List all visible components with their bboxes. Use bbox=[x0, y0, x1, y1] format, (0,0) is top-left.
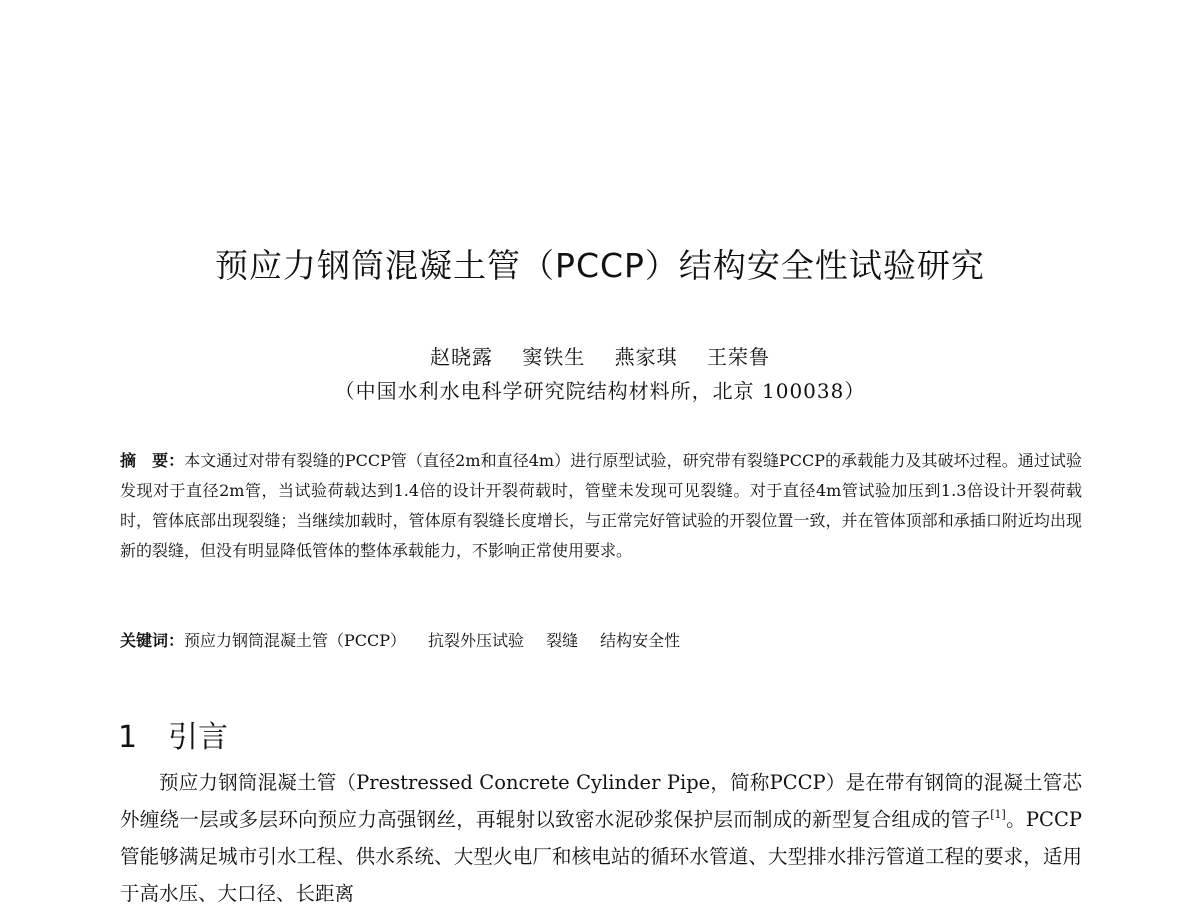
author-name: 赵晓露 bbox=[429, 345, 493, 369]
paper-title: 预应力钢筒混凝土管（PCCP）结构安全性试验研究 bbox=[215, 246, 985, 285]
affiliation: （中国水利水电科学研究院结构材料所，北京 100038） bbox=[334, 379, 866, 403]
keywords-label: 关键词： bbox=[120, 631, 185, 650]
section-number: 1 bbox=[118, 720, 138, 755]
section-title: 引言 bbox=[168, 720, 228, 755]
keyword: 裂缝 bbox=[546, 631, 579, 650]
author-name: 燕家琪 bbox=[614, 345, 678, 369]
body-text: 。PCCP管能够满足城市引水工程、供水系统、大型火电厂和核电站的循环水管道、大型排水排污管道工程的要求，适用于高水压、大口径、长距离 bbox=[120, 808, 1082, 905]
keyword: 结构安全性 bbox=[600, 631, 681, 650]
abstract-label: 摘 要： bbox=[120, 451, 185, 470]
body-text: 预应力钢筒混凝土管（Prestressed Concrete Cylinder Pipe，简称PCCP）是在带有钢筒的混凝土管芯外缠绕一层或多层环向预应力高强钢丝，再辊射以致密水泥砂浆保护层而制成的新型复合组成的管子 bbox=[120, 771, 1082, 831]
author-list bbox=[0, 341, 1200, 370]
body-paragraph bbox=[120, 764, 1082, 912]
keyword: 抗裂外压试验 bbox=[428, 631, 525, 650]
keywords bbox=[120, 626, 1082, 656]
keyword: 预应力钢筒混凝土管（PCCP） bbox=[184, 631, 407, 650]
author-name: 王荣鲁 bbox=[707, 345, 771, 369]
author-name: 窦铁生 bbox=[522, 345, 586, 369]
section-heading bbox=[118, 712, 228, 756]
citation-ref[interactable]: [1] bbox=[990, 808, 1006, 821]
abstract bbox=[120, 446, 1082, 566]
abstract-text: 本文通过对带有裂缝的PCCP管（直径2m和直径4m）进行原型试验，研究带有裂缝PCCP的承载能力及其破坏过程。通过试验发现对于直径2m管，当试验荷载达到1.4倍的设计开裂荷载时，管壁未发现可见裂缝。对于直径4m管试验加压到1.3倍设计开裂荷载时，管体底部出现裂缝；当继续加载时，管体原有裂缝长度增长，与正常完好管试验的开裂位置一致，并在管体顶部和承插口附近均出现新的裂缝，但没有明显降低管体的整体承载能力，不影响正常使用要求。 bbox=[120, 451, 1082, 560]
